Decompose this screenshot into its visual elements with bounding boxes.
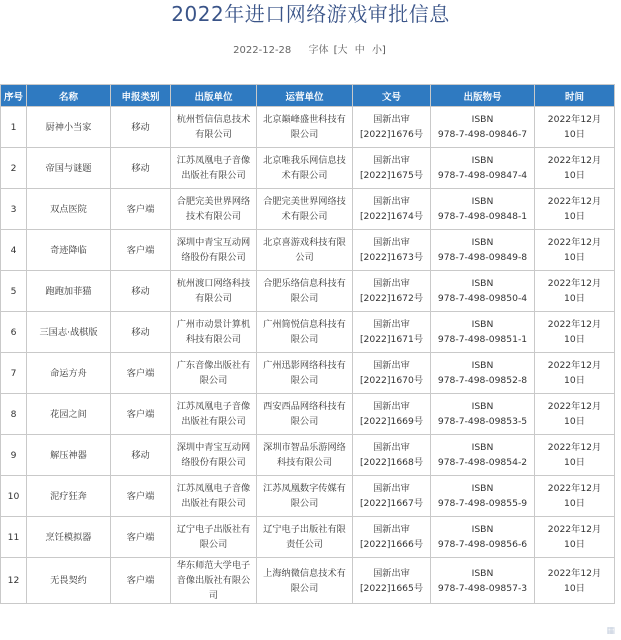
cell-document-number-text: [2022]1674号 <box>359 211 424 222</box>
cell-game-name-text: 三国志·战棋版 <box>39 326 98 338</box>
cell-document-number <box>353 189 431 230</box>
table-row <box>1 189 615 230</box>
cell-publisher <box>171 517 257 558</box>
cell-category-text: 移动 <box>131 121 150 133</box>
cell-document-number <box>353 476 431 517</box>
cell-date <box>535 394 615 435</box>
cell-index-text: 5 <box>10 285 17 297</box>
table-row <box>1 107 615 148</box>
cell-category <box>111 312 171 353</box>
cell-category-text: 客户端 <box>126 531 155 543</box>
cell-game-name-text: 花园之间 <box>50 408 87 420</box>
cell-index-text: 7 <box>10 367 17 379</box>
cell-category-text: 客户端 <box>126 490 155 502</box>
cell-operator <box>257 476 353 517</box>
cell-operator <box>257 148 353 189</box>
cell-index-text: 2 <box>10 162 17 174</box>
cell-document-number-text: 国新出审 <box>373 442 410 453</box>
cell-document-number-text: 国新出审 <box>373 483 410 494</box>
cell-isbn <box>431 312 535 353</box>
cell-index <box>1 107 27 148</box>
cell-game-name-text: 跑跑加菲猫 <box>45 285 92 297</box>
cell-operator <box>257 353 353 394</box>
cell-operator-text: 上海纳微信息技术有限公司 <box>263 567 346 594</box>
cell-isbn-text: 978-7-498-09855-9 <box>437 498 528 509</box>
cell-game-name-text: 奇迹降临 <box>50 244 87 256</box>
cell-document-number-text: 国新出审 <box>373 237 410 248</box>
cell-game-name <box>27 230 111 271</box>
cell-category-text: 移动 <box>131 326 150 338</box>
header-isbn: 出版物号 <box>431 85 535 107</box>
cell-document-number-text: [2022]1667号 <box>359 498 424 509</box>
cell-publisher-text: 杭州哲信信息技术有限公司 <box>176 114 251 140</box>
cell-date-text: 10日 <box>564 170 585 181</box>
font-size-medium-link[interactable]: 中 <box>354 45 365 56</box>
cell-publisher-text: 深圳中青宝互动网络股份有限公司 <box>176 442 251 468</box>
publish-date: 2022-12-28 <box>233 45 292 56</box>
cell-date-text: 2022年12月 <box>547 196 602 207</box>
cell-index-text: 6 <box>10 326 17 338</box>
cell-isbn-text: 978-7-498-09853-5 <box>437 416 528 427</box>
cell-isbn-text: 978-7-498-09857-3 <box>437 582 528 594</box>
cell-isbn-text: ISBN <box>471 155 494 166</box>
watermark-logo: ▦ <box>606 626 615 636</box>
cell-index-text: 4 <box>10 244 17 256</box>
cell-game-name <box>27 353 111 394</box>
cell-publisher-text: 华东师范大学电子音像出版社有限公司 <box>176 560 251 601</box>
cell-date-text: 2022年12月 <box>547 360 602 371</box>
cell-date-text: 2022年12月 <box>547 401 602 412</box>
cell-publisher <box>171 107 257 148</box>
cell-publisher-text: 辽宁电子出版社有限公司 <box>176 524 251 550</box>
cell-isbn-text: 978-7-498-09849-8 <box>437 252 528 263</box>
table-row <box>1 435 615 476</box>
cell-date <box>535 558 615 604</box>
cell-document-number-text: [2022]1673号 <box>359 252 424 263</box>
header-operator: 运营单位 <box>257 85 353 107</box>
cell-category <box>111 558 171 604</box>
cell-game-name-text: 解压神器 <box>50 449 87 461</box>
cell-index-text: 12 <box>7 575 20 586</box>
cell-date-text: 10日 <box>564 539 585 550</box>
approval-table <box>0 84 615 604</box>
cell-publisher-text: 广东音像出版社有限公司 <box>176 360 251 386</box>
cell-isbn-text: ISBN <box>471 278 494 289</box>
cell-isbn <box>431 435 535 476</box>
cell-isbn <box>431 148 535 189</box>
cell-date-text: 2022年12月 <box>547 319 602 330</box>
cell-isbn-text: 978-7-498-09846-7 <box>437 129 528 140</box>
cell-category-text: 移动 <box>131 162 150 174</box>
cell-operator <box>257 558 353 604</box>
cell-game-name <box>27 189 111 230</box>
cell-date <box>535 148 615 189</box>
cell-isbn-text: ISBN <box>471 114 494 125</box>
cell-category-text: 移动 <box>131 285 150 297</box>
table-row <box>1 517 615 558</box>
cell-index <box>1 312 27 353</box>
cell-date-text: 10日 <box>564 334 585 345</box>
cell-category <box>111 517 171 558</box>
cell-date-text: 2022年12月 <box>547 237 602 248</box>
cell-publisher <box>171 312 257 353</box>
cell-category-text: 客户端 <box>126 408 155 420</box>
cell-document-number <box>353 107 431 148</box>
cell-operator-text: 西安西品网络科技有限公司 <box>263 401 346 427</box>
cell-publisher <box>171 353 257 394</box>
cell-isbn <box>431 394 535 435</box>
header-category: 申报类别 <box>111 85 171 107</box>
cell-game-name <box>27 312 111 353</box>
table-row <box>1 148 615 189</box>
cell-date-text: 2022年12月 <box>547 567 602 579</box>
cell-document-number-text: 国新出审 <box>373 567 410 579</box>
cell-category-text: 客户端 <box>126 244 155 256</box>
cell-date-text: 10日 <box>564 498 585 509</box>
cell-isbn-text: ISBN <box>471 360 494 371</box>
cell-document-number-text: [2022]1665号 <box>359 582 424 594</box>
cell-publisher <box>171 394 257 435</box>
cell-game-name <box>27 476 111 517</box>
cell-date-text: 10日 <box>564 252 585 263</box>
cell-date-text: 2022年12月 <box>547 155 602 166</box>
cell-category <box>111 230 171 271</box>
cell-isbn-text: ISBN <box>471 483 494 494</box>
cell-date <box>535 107 615 148</box>
cell-index <box>1 394 27 435</box>
cell-category <box>111 353 171 394</box>
cell-document-number-text: 国新出审 <box>373 155 410 166</box>
cell-isbn-text: 978-7-498-09848-1 <box>437 211 528 222</box>
cell-game-name-text: 帝国与谜题 <box>45 162 92 174</box>
article-meta <box>0 44 621 58</box>
cell-index <box>1 271 27 312</box>
cell-game-name-text: 厨神小当家 <box>45 121 92 133</box>
cell-isbn-text: 978-7-498-09847-4 <box>437 170 528 181</box>
cell-document-number <box>353 558 431 604</box>
cell-isbn-text: 978-7-498-09850-4 <box>437 293 528 304</box>
cell-category-text: 客户端 <box>126 367 155 379</box>
cell-index <box>1 353 27 394</box>
table-row <box>1 394 615 435</box>
cell-document-number-text: [2022]1668号 <box>359 457 424 468</box>
cell-game-name <box>27 394 111 435</box>
cell-operator-text: 北京唯我乐网信息技术有限公司 <box>263 155 346 181</box>
cell-index-text: 10 <box>7 490 20 502</box>
cell-document-number-text: [2022]1676号 <box>359 129 424 140</box>
cell-document-number-text: 国新出审 <box>373 278 410 289</box>
cell-game-name-text: 泥疗狂奔 <box>50 490 87 502</box>
cell-date-text: 10日 <box>564 129 585 140</box>
cell-game-name <box>27 148 111 189</box>
cell-isbn-text: 978-7-498-09852-8 <box>437 375 528 386</box>
cell-operator <box>257 435 353 476</box>
cell-date-text: 2022年12月 <box>547 442 602 453</box>
cell-publisher <box>171 148 257 189</box>
cell-operator-text: 广州简悦信息科技有限公司 <box>263 319 346 345</box>
cell-category <box>111 476 171 517</box>
cell-date <box>535 230 615 271</box>
cell-document-number-text: [2022]1670号 <box>359 375 424 386</box>
cell-operator-text: 深圳市智品乐游网络科技有限公司 <box>263 442 346 468</box>
cell-isbn <box>431 558 535 604</box>
cell-publisher <box>171 230 257 271</box>
cell-category <box>111 107 171 148</box>
cell-date-text: 10日 <box>564 457 585 468</box>
cell-game-name-text: 双点医院 <box>50 203 87 215</box>
cell-document-number-text: [2022]1671号 <box>359 334 424 345</box>
cell-operator-text: 江苏凤凰数字传媒有限公司 <box>263 483 346 509</box>
cell-isbn-text: ISBN <box>471 401 494 412</box>
cell-isbn <box>431 353 535 394</box>
cell-date-text: 2022年12月 <box>547 524 602 535</box>
cell-isbn-text: ISBN <box>471 319 494 330</box>
cell-game-name <box>27 271 111 312</box>
cell-operator-text: 广州迅影网络科技有限公司 <box>263 360 346 386</box>
cell-index <box>1 435 27 476</box>
cell-document-number-text: [2022]1669号 <box>359 416 424 427</box>
cell-publisher-text: 江苏凤凰电子音像出版社有限公司 <box>176 483 251 509</box>
cell-isbn-text: ISBN <box>471 442 494 453</box>
cell-date <box>535 476 615 517</box>
cell-publisher-text: 合肥完美世界网络技术有限公司 <box>176 196 251 222</box>
cell-document-number-text: 国新出审 <box>373 401 410 412</box>
cell-category-text: 移动 <box>131 449 150 461</box>
cell-date-text: 2022年12月 <box>547 278 602 289</box>
cell-operator <box>257 189 353 230</box>
cell-index <box>1 558 27 604</box>
cell-isbn <box>431 230 535 271</box>
cell-isbn <box>431 271 535 312</box>
cell-index-text: 11 <box>7 531 20 543</box>
cell-index-text: 8 <box>10 408 17 420</box>
cell-document-number <box>353 394 431 435</box>
cell-operator-text: 辽宁电子出版社有限责任公司 <box>263 524 346 550</box>
table-row <box>1 271 615 312</box>
table-row <box>1 353 615 394</box>
table-row <box>1 312 615 353</box>
cell-category-text: 客户端 <box>126 203 155 215</box>
cell-isbn <box>431 476 535 517</box>
cell-date <box>535 312 615 353</box>
header-index: 序号 <box>1 85 27 107</box>
cell-publisher-text: 深圳中青宝互动网络股份有限公司 <box>176 237 251 263</box>
cell-operator <box>257 107 353 148</box>
cell-isbn-text: ISBN <box>471 196 494 207</box>
cell-document-number <box>353 353 431 394</box>
cell-date-text: 10日 <box>564 375 585 386</box>
cell-date <box>535 435 615 476</box>
header-date: 时间 <box>535 85 615 107</box>
table-header-row <box>1 85 615 107</box>
cell-document-number-text: 国新出审 <box>373 319 410 330</box>
cell-isbn <box>431 107 535 148</box>
cell-document-number-text: 国新出审 <box>373 196 410 207</box>
font-size-large-link[interactable]: [大 <box>333 45 348 56</box>
header-name: 名称 <box>27 85 111 107</box>
cell-operator <box>257 312 353 353</box>
cell-index-text: 9 <box>10 449 17 461</box>
cell-operator <box>257 394 353 435</box>
cell-index-text: 3 <box>10 203 17 215</box>
cell-publisher-text: 江苏凤凰电子音像出版社有限公司 <box>176 401 251 427</box>
cell-game-name <box>27 107 111 148</box>
cell-date-text: 2022年12月 <box>547 114 602 125</box>
cell-isbn-text: ISBN <box>471 567 494 579</box>
cell-publisher-text: 广州市动景计算机科技有限公司 <box>176 319 251 345</box>
cell-document-number <box>353 230 431 271</box>
page-title: 2022年进口网络游戏审批信息 <box>171 2 450 26</box>
cell-index <box>1 189 27 230</box>
cell-game-name-text: 命运方舟 <box>50 367 87 379</box>
cell-index <box>1 230 27 271</box>
cell-game-name-text: 烹饪模拟器 <box>45 531 92 543</box>
cell-isbn-text: 978-7-498-09851-1 <box>437 334 528 345</box>
header-document-number: 文号 <box>353 85 431 107</box>
cell-isbn-text: ISBN <box>471 237 494 248</box>
cell-document-number-text: [2022]1675号 <box>359 170 424 181</box>
cell-category <box>111 435 171 476</box>
font-size-label: 字体 <box>308 45 332 56</box>
cell-index <box>1 148 27 189</box>
cell-date-text: 10日 <box>564 211 585 222</box>
cell-game-name-text: 无畏契约 <box>50 575 87 586</box>
font-size-small-link[interactable]: 小] <box>371 45 386 56</box>
cell-index-text: 1 <box>10 121 17 133</box>
cell-operator <box>257 517 353 558</box>
cell-game-name <box>27 558 111 604</box>
cell-document-number-text: 国新出审 <box>373 524 410 535</box>
cell-category <box>111 394 171 435</box>
approval-table-container <box>0 84 621 604</box>
cell-document-number-text: 国新出审 <box>373 114 410 125</box>
cell-category <box>111 189 171 230</box>
cell-document-number <box>353 312 431 353</box>
cell-isbn <box>431 189 535 230</box>
cell-publisher-text: 杭州渡口网络科技有限公司 <box>176 278 251 304</box>
cell-document-number-text: [2022]1666号 <box>359 539 424 550</box>
cell-date <box>535 353 615 394</box>
cell-publisher <box>171 271 257 312</box>
table-row <box>1 558 615 604</box>
cell-document-number <box>353 517 431 558</box>
cell-category-text: 客户端 <box>126 575 155 586</box>
cell-document-number <box>353 271 431 312</box>
cell-isbn-text: ISBN <box>471 524 494 535</box>
cell-category <box>111 271 171 312</box>
cell-operator-text: 北京巅峰盛世科技有限公司 <box>263 114 346 140</box>
cell-date <box>535 517 615 558</box>
cell-game-name <box>27 517 111 558</box>
cell-date <box>535 189 615 230</box>
cell-category <box>111 148 171 189</box>
cell-game-name <box>27 435 111 476</box>
cell-operator <box>257 230 353 271</box>
cell-document-number <box>353 148 431 189</box>
cell-date <box>535 271 615 312</box>
cell-date-text: 10日 <box>564 416 585 427</box>
header-publisher: 出版单位 <box>171 85 257 107</box>
cell-publisher <box>171 476 257 517</box>
cell-document-number-text: 国新出审 <box>373 360 410 371</box>
cell-index <box>1 476 27 517</box>
cell-publisher <box>171 189 257 230</box>
table-row <box>1 230 615 271</box>
cell-operator-text: 合肥完美世界网络技术有限公司 <box>263 196 346 222</box>
cell-date-text: 10日 <box>564 582 585 594</box>
cell-date-text: 10日 <box>564 293 585 304</box>
cell-publisher-text: 江苏凤凰电子音像出版社有限公司 <box>176 155 251 181</box>
cell-document-number-text: [2022]1672号 <box>359 293 424 304</box>
cell-isbn <box>431 517 535 558</box>
cell-operator-text: 北京喜游戏科技有限公司 <box>263 237 346 263</box>
cell-isbn-text: 978-7-498-09854-2 <box>437 457 528 468</box>
cell-date-text: 2022年12月 <box>547 483 602 494</box>
cell-publisher <box>171 435 257 476</box>
cell-document-number <box>353 435 431 476</box>
cell-operator-text: 合肥乐络信息科技有限公司 <box>263 278 346 304</box>
table-row <box>1 476 615 517</box>
cell-operator <box>257 271 353 312</box>
cell-index <box>1 517 27 558</box>
cell-publisher <box>171 558 257 604</box>
cell-isbn-text: 978-7-498-09856-6 <box>437 539 528 550</box>
